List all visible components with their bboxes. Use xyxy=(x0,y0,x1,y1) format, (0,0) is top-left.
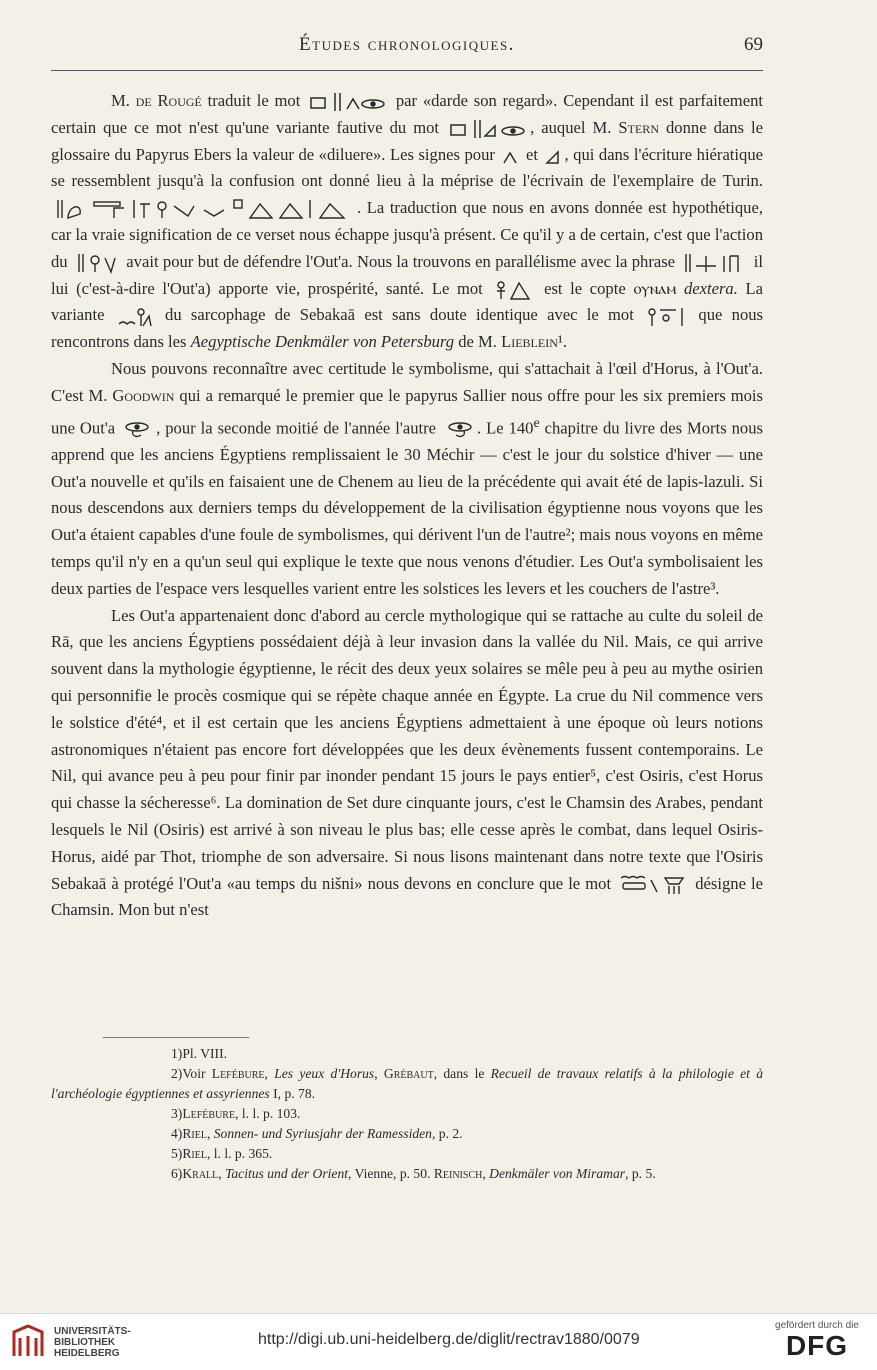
coptic-word: ⲟⲩⲛⲁⲙ xyxy=(633,278,677,298)
text-run: par «darde son regard». Cependant il est parfaitement certain que ce mot n'est qu'une variante fautive du mot xyxy=(51,91,763,137)
author-name: Goodwin xyxy=(112,385,175,405)
footnote-text: , xyxy=(206,1126,214,1141)
hieroglyph-icon xyxy=(75,252,119,274)
footnote-number: 4) xyxy=(171,1126,183,1141)
text-run: Les Out'a appartenaient donc d'abord au cercle mythologique qui se rattache au culte du soleil de Rā, que les anciens Égyptiens possédaient déjà à leur invasion dans la vallée du Nil. Mais, ce qui arrive souvent dans la mythologie égyptienne, le récit des deux yeux solaires se mêle peu à peu au mythe osirien qui personnifie le procès cosmique qui se répète chaque année en Égypte. La crue du Nil commence vers le solstice d'été⁴, et il est certain que les anciens Égyptiens admettaient à une époque où leurs notions astronomiques n'étaient pas encore fort développées que les deux évènements fussent contemporains. Le Nil, qui avance peu à peu pour finir par inonder pendant 15 jours le pays entier⁵, c'est Osiris, c'est Horus qui chasse la sécheresse⁶. La domination de Set dure cinquante jours, c'est le Chamsin des Arabes, pendant lesquels le Nil (Osiris) est arrivé à son niveau le plus bas; elle cesse après le combat, dans lequel Osiris-Horus, aidé par Thot, triomphe de son adversaire. Si nous lisons maintenant dans notre texte que l'Osiris Sebakaā à protégé l'Out'a «au temps du nišni» nous devons en conclure que le mot xyxy=(51,605,763,893)
footnote-text: , xyxy=(482,1166,490,1181)
university-line: BIBLIOTHEK xyxy=(54,1337,116,1348)
text-run: Nous pouvons reconnaître avec certitude le symbolisme, qui s'attachait à l'œil d'Horus, à l'Out'a. C'est M. xyxy=(51,358,763,405)
hieroglyph-icon xyxy=(502,145,518,167)
footnote-text: Les yeux d'Horus xyxy=(274,1066,375,1081)
page-header xyxy=(51,34,763,62)
text-run: La variante xyxy=(51,278,764,325)
text-run: que nous rencontrons dans les xyxy=(51,305,763,352)
text-run: et xyxy=(521,144,543,164)
author-name: Lieblein xyxy=(501,332,558,352)
footnote-text: Pl. VIII. xyxy=(182,1046,228,1061)
text-run: de M. xyxy=(454,332,502,352)
footnote-number: 1) xyxy=(171,1046,183,1061)
university-line: UNIVERSITÄTS- xyxy=(54,1326,131,1337)
footnote-number: 6) xyxy=(171,1166,183,1181)
book-title: Aegyptische Denkmäler von Petersburg xyxy=(190,332,455,352)
footnote-text: , p. 5. xyxy=(625,1166,656,1181)
footnote-text: , l. l. p. 103. xyxy=(235,1106,301,1121)
footnote-text: Lefébure xyxy=(211,1066,265,1081)
text-run: . La traduction que nous en avons donnée est hypothétique, car la vraie signification de ce verset nous échappe jusqu'à présent. Ce qu'il y a de certain, c'est que l'action du xyxy=(51,198,763,271)
footnote-number: 2) xyxy=(171,1066,183,1081)
text-run: désigne le Chamsin. Mon but n'est xyxy=(51,873,763,920)
hieroglyph-icon xyxy=(309,91,387,113)
footnote-text: Grébaut xyxy=(383,1066,434,1081)
paragraph xyxy=(51,356,763,603)
text-run xyxy=(676,279,684,298)
text-run: , qui dans l'écriture hiératique se ressemblent jusqu'à la confusion ont donné lieu à la méprise de l'écrivain de l'exemplaire de Turin. xyxy=(51,144,763,191)
text-run: . Le 140 xyxy=(476,418,534,438)
eye-of-horus-icon xyxy=(123,418,153,440)
text-run: traduit le mot xyxy=(201,91,307,110)
footnote-text: I, p. 78. xyxy=(269,1086,316,1101)
text-run: est le copte xyxy=(536,278,634,298)
permalink-url[interactable]: http://digi.ub.uni-heidelberg.de/diglit/rectrav1880/0079 xyxy=(258,1331,640,1348)
footnote-text: Sonnen- und Syriusjahr der Ramessiden xyxy=(213,1126,432,1141)
footnote xyxy=(51,1044,763,1064)
footnote-number: 5) xyxy=(171,1146,183,1161)
text-run: chapitre du livre des Morts nous apprend que les anciens Égyptiens remplissaient le 30 Méchir — c'est le jour du solstice d'hiver — une Out'a nouvelle et qu'ils en faisaient une de Chenem au lieu de la précédente qui avait été de lapis-lazuli. Si nous descendons aux derniers temps du développement de la civilisation égyptienne nous voyons que les Out'a étaient capables d'une foule de symbolismes, qui dérivent l'un de l'autre²; mais nous voyons en même temps qu'il n'y en a qu'un seul qui explique le texte que nous venons d'étudier. Les Out'a symbolisaient les deux parties de l'espace vers lesquelles varient entre les solstices les levers et les couchers de l'astre³. xyxy=(51,418,763,598)
footnote xyxy=(51,1124,763,1144)
footnote-text: Riel xyxy=(182,1146,207,1161)
footnote xyxy=(51,1064,763,1104)
text-run: il lui (c'est-à-dire l'Out'a) apporte vie, prospérité, santé. Le mot xyxy=(51,251,763,298)
university-logo-icon xyxy=(8,1322,48,1362)
author-name: Stern xyxy=(618,117,659,137)
text-run: donne dans le glossaire du Papyrus Ebers la valeur de «diluere». Les signes pour xyxy=(51,117,763,164)
hieroglyph-icon xyxy=(646,306,686,328)
hieroglyph-icon xyxy=(619,874,687,896)
footnote xyxy=(51,1144,763,1164)
superscript: e xyxy=(533,414,540,430)
hieroglyph-icon xyxy=(545,145,561,167)
footnote-text: , xyxy=(264,1066,275,1081)
university-line: HEIDELBERG xyxy=(54,1348,120,1359)
hieroglyph-icon xyxy=(54,198,354,220)
funder-block xyxy=(769,1320,865,1366)
footnote-text: Krall xyxy=(182,1166,219,1181)
footnote-text: Denkmäler von Miramar xyxy=(489,1166,626,1181)
paragraph xyxy=(51,603,763,925)
footnote-ref: ¹. xyxy=(557,332,567,352)
footnote-text: , xyxy=(218,1166,226,1181)
page-number: 69 xyxy=(744,34,763,55)
footnote-text: Lefébure xyxy=(182,1106,236,1121)
author-name: de Rougé xyxy=(135,91,202,110)
footnote-text: Voir xyxy=(182,1066,212,1081)
university-name xyxy=(54,1326,131,1359)
footnote-text: Reinisch xyxy=(433,1166,483,1181)
hieroglyph-icon xyxy=(449,118,527,140)
text-run: , auquel M. xyxy=(530,117,619,137)
funding-note: gefördert durch die xyxy=(775,1320,859,1331)
running-title: Études chronologiques. xyxy=(299,34,515,55)
hieroglyph-icon xyxy=(493,279,533,301)
paragraph xyxy=(51,88,763,356)
footnote xyxy=(51,1164,763,1184)
hieroglyph-icon xyxy=(682,252,746,274)
footnote-text: , l. l. p. 365. xyxy=(206,1146,273,1161)
footnote-text: Recueil de travaux relatifs à la philologie et à l'archéologie égyptiennes et assyriennes xyxy=(51,1066,764,1101)
text-run: avait pour but de défendre l'Out'a. Nous la trouvons en parallélisme avec la phrase xyxy=(121,251,680,271)
footnote-number: 3) xyxy=(171,1106,183,1121)
header-rule xyxy=(51,70,763,71)
digitization-footer xyxy=(0,1313,877,1370)
hieroglyph-icon xyxy=(117,306,153,328)
eye-of-horus-icon xyxy=(444,418,474,440)
footnotes xyxy=(51,1044,763,1184)
dfg-logo: DFG xyxy=(785,1330,849,1361)
footnote-text: , dans le xyxy=(433,1066,491,1081)
footnote-text: , xyxy=(374,1066,384,1081)
body-text xyxy=(51,88,763,924)
footnote-text: Tacitus und der Orient xyxy=(225,1166,349,1181)
footnote-text: Riel xyxy=(182,1126,207,1141)
footnote-rule xyxy=(103,1037,249,1038)
text-run: , pour la seconde moitié de l'année l'autre xyxy=(156,418,441,438)
footnote-text: , Vienne, p. 50. xyxy=(348,1166,434,1181)
text-run: M. xyxy=(111,91,136,110)
text-run: qui a remarqué le premier que le papyrus Sallier nous offre pour les six premiers mois une Out'a xyxy=(51,385,763,438)
footnote-text: , p. 2. xyxy=(431,1126,463,1141)
footnote xyxy=(51,1104,763,1124)
text-run: du sarcophage de Sebakaā est sans doute identique avec le mot xyxy=(155,305,644,325)
latin-word: dextera. xyxy=(683,278,738,298)
